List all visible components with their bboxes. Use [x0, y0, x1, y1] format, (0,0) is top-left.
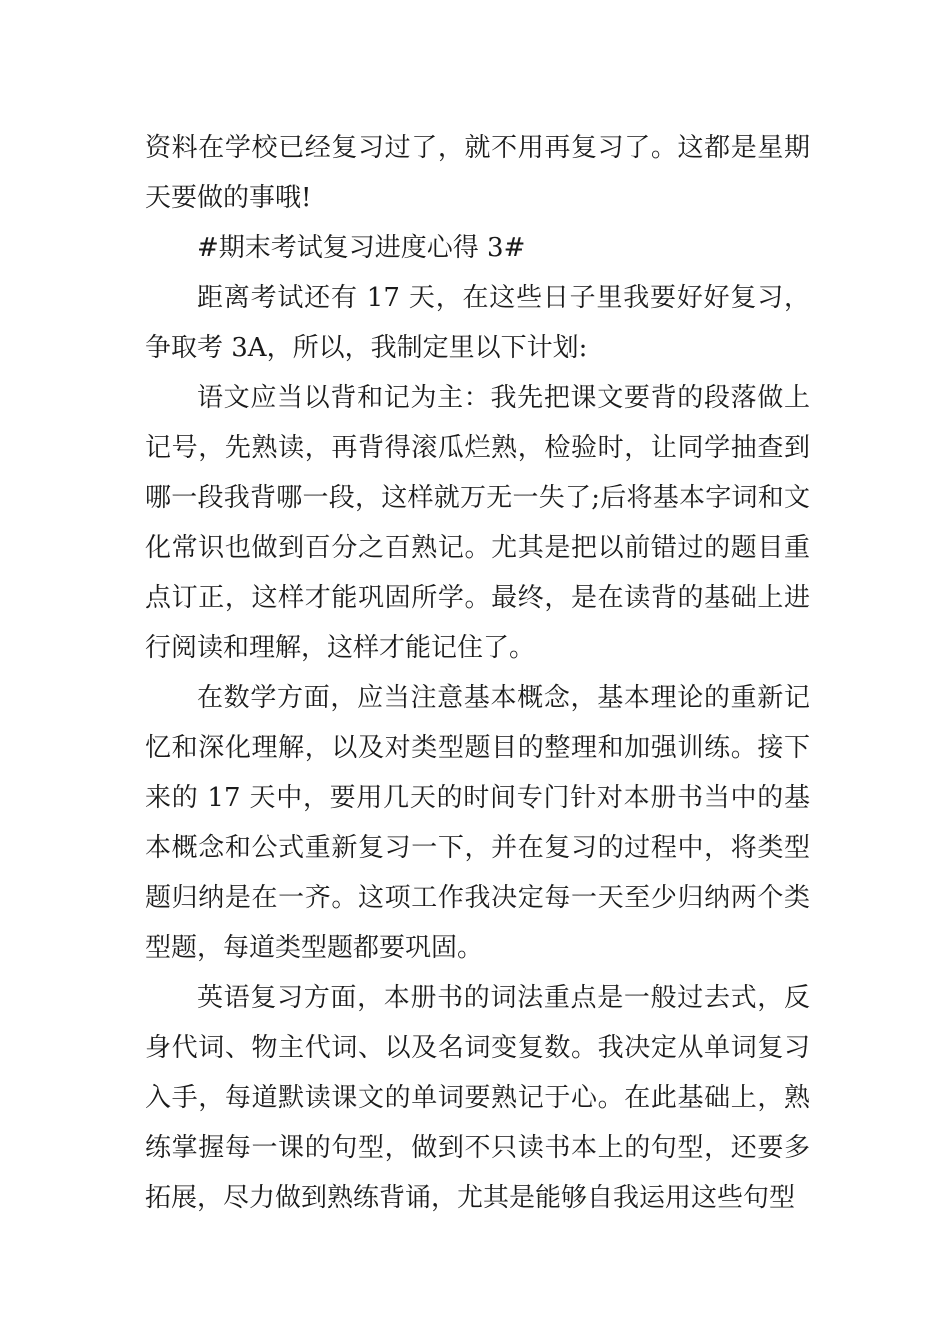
paragraph-continuation: 资料在学校已经复习过了，就不用再复习了。这都是星期天要做的事哦! [145, 133, 810, 213]
paragraph-intro: 距离考试还有 17 天，在这些日子里我要好好复习，争取考 3A，所以，我制定里以下计划: [145, 283, 810, 363]
section-heading: #期末考试复习进度心得 3# [197, 233, 526, 263]
document-body [145, 123, 810, 1223]
paragraph-math: 在数学方面，应当注意基本概念，基本理论的重新记忆和深化理解，以及对类型题目的整理和加强训练。接下来的 17 天中，要用几天的时间专门针对本册书当中的基本概念和公式重新复习一下，并在复习的过程中，将类型题归纳是在一齐。这项工作我决定每一天至少归纳两个类型题，每道类型题都要巩固。 [145, 683, 810, 963]
paragraph-english: 英语复习方面，本册书的词法重点是一般过去式，反身代词、物主代词、以及名词变复数。我决定从单词复习入手，每道默读课文的单词要熟记于心。在此基础上，熟练掌握每一课的句型，做到不只读书本上的句型，还要多拓展，尽力做到熟练背诵，尤其是能够自我运用这些句型 [145, 983, 810, 1213]
paragraph-chinese: 语文应当以背和记为主：我先把课文要背的段落做上记号，先熟读，再背得滚瓜烂熟，检验时，让同学抽查到哪一段我背哪一段，这样就万无一失了;后将基本字词和文化常识也做到百分之百熟记。尤其是把以前错过的题目重点订正，这样才能巩固所学。最终，是在读背的基础上进行阅读和理解，这样才能记住了。 [145, 383, 810, 663]
